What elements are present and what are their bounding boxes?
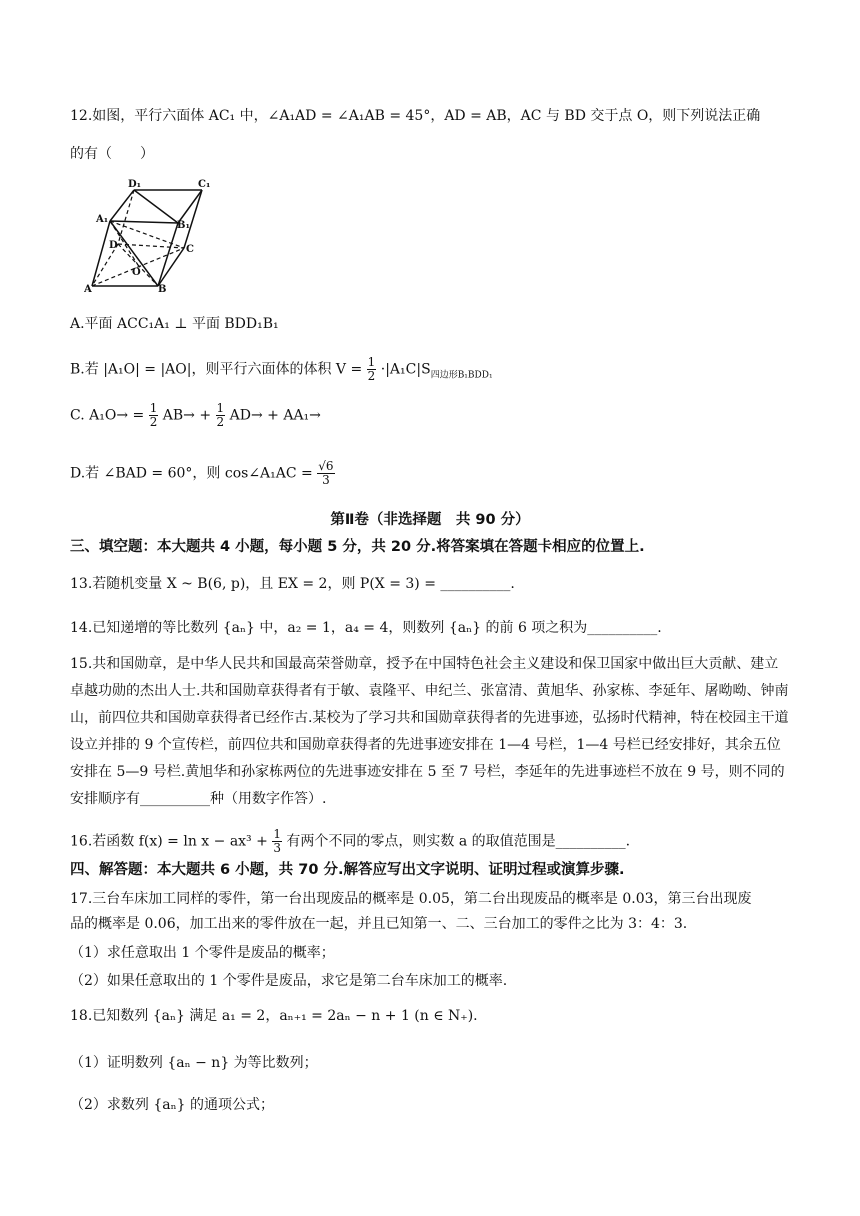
edge-c1b1 — [178, 190, 202, 223]
edge-a1b1 — [110, 221, 178, 223]
q12-option-d-pre: D.若 ∠BAD = 60°，则 cos∠A₁AC = — [70, 465, 313, 482]
q12-stem: 12.如图，平行六面体 AC₁ 中，∠A₁AD = ∠A₁AB = 45°，AD = AB，AC 与 BD 交于点 O，则下列说法正确 — [70, 108, 761, 124]
q12-option-d-num: √6 — [318, 459, 334, 473]
section4-title: 四、解答题：本大题共 6 小题，共 70 分.解答应写出文字说明、证明过程或演算步骤. — [70, 862, 625, 878]
edge-b1b — [158, 223, 178, 286]
q16 — [70, 828, 630, 855]
q17-part1: （1）求任意取出 1 个零件是废品的概率； — [70, 945, 335, 961]
label-b1: B₁ — [177, 220, 190, 231]
q12-option-c-num2: 1 — [216, 401, 225, 415]
q17-part2: （2）如果任意取出的 1 个零件是废品，求它是第二台车床加工的概率. — [70, 973, 508, 989]
q12-option-c — [70, 402, 321, 429]
label-o: O — [132, 267, 141, 278]
q16-pre: 16.若函数 f(x) = ln x − ax³ + — [70, 833, 268, 850]
label-c: C — [186, 244, 194, 255]
edge-d1b1 — [134, 190, 178, 223]
q12-option-c-pre: C. A₁O→ = — [70, 407, 145, 424]
q12-option-c-mid2: AD→ + AA₁→ — [229, 407, 321, 424]
q12-option-b-sub: 四边形B₁BDD₁ — [430, 370, 493, 381]
q17-line1: 17.三台车床加工同样的零件，第一台出现废品的概率是 0.05，第二台出现废品的概率是 0.03，第三台出现废 — [70, 891, 752, 907]
label-c1: C₁ — [198, 179, 211, 190]
section2-title: 第Ⅱ卷（非选择题 共 90 分） — [330, 512, 530, 528]
q12-option-c-den1: 2 — [149, 415, 158, 429]
q12-option-b-fraction — [367, 356, 377, 383]
q12-option-c-num1: 1 — [149, 401, 158, 415]
q12-option-c-den2: 2 — [216, 415, 225, 429]
q17-line2: 品的概率是 0.06，加工出来的零件放在一起，并且已知第一、二、三台加工的零件之比为 3：4：3. — [70, 916, 688, 932]
q18-part2: （2）求数列 {aₙ} 的通项公式； — [70, 1097, 275, 1113]
edge-a1a — [92, 221, 110, 286]
q15: 15.共和国勋章，是中华人民共和国最高荣誉勋章，授予在中国特色社会主义建设和保卫国家中做出巨大贡献、建立卓越功勋的杰出人士.共和国勋章获得者有于敏、袁隆平、申纪兰、张富清、黄旭华、孙家栋、李延年、屠呦呦、钟南山，前四位共和国勋章获得者已经作古.某校为了学习共和国勋章获得者的先进事迹，弘扬时代精神，特在校园主干道设立并排的 9 个宣传栏，前四位共和国勋章获得者的先进事迹安排在 1—4 号栏，1—4 号栏已经安排好，其余五位安排在 5—9 号栏.黄旭华和孙家栋两位的先进事迹安排在 5 至 7 号栏，李延年的先进事迹栏不放在 9 号，则不同的安排顺序有__________种（用数字作答）. — [70, 656, 789, 807]
q12-option-b — [70, 356, 493, 385]
q13: 13.若随机变量 X ~ B(6, p)，且 EX = 2，则 P(X = 3) = __________. — [70, 576, 515, 592]
q12-option-b-den: 2 — [367, 369, 376, 383]
label-a1: A₁ — [96, 214, 109, 225]
q12-option-d-fraction — [317, 460, 334, 487]
q12-option-d — [70, 460, 335, 487]
q14: 14.已知递增的等比数列 {aₙ} 中，a₂ = 1，a₄ = 4，则数列 {aₙ} 的前 6 项之积为__________. — [70, 620, 662, 636]
q12-option-d-den: 3 — [322, 473, 330, 487]
q12-option-b-post: ·|A₁C|S — [380, 361, 431, 378]
label-d1: D₁ — [128, 179, 142, 190]
q16-num: 1 — [273, 827, 281, 841]
parallelepiped-figure — [84, 178, 224, 293]
q12-option-b-num: 1 — [367, 355, 376, 369]
q12-stem-cont: 的有（ ） — [70, 146, 154, 162]
q12-option-a: A.平面 ACC₁A₁ ⊥ 平面 BDD₁B₁ — [70, 316, 279, 332]
q16-den: 3 — [273, 841, 281, 855]
q12-option-c-frac2 — [216, 402, 226, 429]
q12-option-b-pre: B.若 |A₁O| = |AO|，则平行六面体的体积 V = — [70, 361, 363, 378]
q16-post: 有两个不同的零点，则实数 a 的取值范围是__________. — [286, 833, 631, 850]
q18-part1: （1）证明数列 {aₙ − n} 为等比数列； — [70, 1055, 318, 1071]
q12-option-c-mid1: AB→ + — [162, 407, 212, 424]
label-b: B — [158, 284, 167, 293]
section3-title: 三、填空题：本大题共 4 小题，每小题 5 分，共 20 分.将答案填在答题卡相应的位置上. — [70, 539, 645, 555]
q16-fraction — [272, 828, 282, 855]
edge-d1a1 — [110, 190, 134, 221]
label-a: A — [84, 284, 92, 293]
q12-option-c-frac1 — [149, 402, 159, 429]
label-d: D — [109, 240, 118, 251]
edge-c1c — [184, 190, 202, 248]
q18: 18.已知数列 {aₙ} 满足 a₁ = 2，aₙ₊₁ = 2aₙ − n + 1 (n ∈ N₊). — [70, 1008, 478, 1024]
